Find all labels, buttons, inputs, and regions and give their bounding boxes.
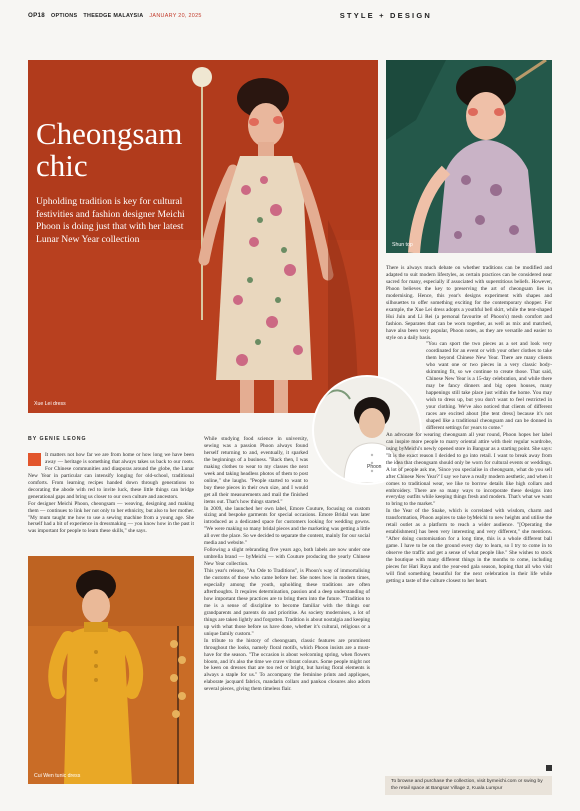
green-photo	[386, 60, 552, 253]
byline: BY GENIE LEONG	[28, 436, 87, 442]
paragraph: In 2009, she launched her own label, Emore Couture, focusing on custom sizing and bespoke garments for special occasions. Emore Bridal was later introduced as a dedicated space for customers looking for wedding gowns. "We were making so many bridal pieces and the marketing was getting a little all over the place. So we decided to separate the content, mainly for our social media and website."	[204, 505, 370, 547]
paragraph: Following a slight rebranding five years ago, both labels are now under one umbrella brand — byMeichi — with Couture producing the yearly Chinese New Year collection.	[204, 547, 370, 568]
section-title: STYLE + DESIGN	[339, 10, 432, 20]
paragraph: For designer Meichi Phoon, cheongsam — weaving, designing and making them — continues to link her not only to her ethnicity, but also to her mother. "My mum taught me how to use a sewing machine from a young age. She herself had a bit of experience in dressmaking — you know how in the past it was important for people to learn these skills," she says.	[28, 500, 194, 535]
section-name: OPTIONS	[51, 12, 78, 19]
drop-cap-marker	[28, 453, 41, 466]
headline	[36, 118, 206, 182]
hero-photo	[28, 60, 378, 413]
folio	[28, 12, 202, 19]
paragraph: There is always much debate on whether traditions can be modified and adapted to suit modern lifestyles, as certain practices can be considered near sacred for many, especially if associated with superstitious beliefs. However, Phoon believes the key to preserving the art of cheongsam lies in modernising. Hence, this year's designs experiment with shapes and silhouettes to offer something exciting for the contemporary shopper. For example, the Xue Lei dress adopts a youthful bell skirt, while the tent-shaped Hui Juin and Li Rei (a personal favourite of Phoon's) mesh comfort and fashion. Separates that can be worn together, as well as mix and matched, have also been very popular, Phoon notes, as they are versatile and easier to style on a daily basis.	[386, 265, 552, 341]
article-column-2	[204, 436, 370, 786]
headline-line-1: Cheongsam	[36, 116, 183, 151]
issue-date: JANUARY 20, 2025	[149, 12, 202, 19]
paragraph: While studying food science in university, sewing was a passion Phoon always found herself returning to and, eventually, it sparked the beginnings of a business. "Back then, I was making clothes to wear to my classes the next week and taking headless photos of them to post online," she laughs. "People started to want to buy these pieces in their own size, and I would get all their measurements and mail the finished items out. That's how things started."	[204, 436, 308, 505]
headline-line-2: chic	[36, 148, 88, 183]
model-tunic-dress-illustration	[28, 556, 194, 784]
page-header	[28, 8, 552, 22]
yellow-photo	[28, 556, 194, 784]
paragraph: An advocate for wearing cheongsam all year round, Phoon hopes her label can inspire more people to marry oriental attire with their regular wardrobe, using byMeichi's newly opened store in Bangsar as a starting point. She says: "It is the exact reason I decided to go into retail. I want to break away from the idea that cheongsam should only be worn for cultural events or weddings. A lot of people ask me, 'Since you specialise in cheongsam, what do you sell after Chinese New Year?' I say we have a really modern aesthetic, and when it comes to traditional wear, we like to borrow details like high collars and embroidery. There are so many ways to incorporate these designs into everyday outfits while keeping things fresh and modern. That's what we want to bring to the market."	[386, 431, 552, 508]
publication-name: THEEDGE MALAYSIA	[83, 12, 144, 19]
hero-photo-caption: Xue Lei dress	[34, 401, 66, 407]
paragraph: In the Year of the Snake, which is correlated with wisdom, charm and transformation, Phoon aspires to take byMeichi to new heights and utilise the retail outlet as a platform to reach a wider audience. "[Operating the establishment] has been very interesting and very different," she mentions. "After doing customisation for a long time, this is a whole different ball game. I have to be on the ground every day to learn, so I try to come in to observe the traffic and get a sense of what people like." She wishes to stock the boutique with many different things in the months to come, including pieces for Hari Raya and the year-end gala season, hoping that all who visit will find something beautiful for the next celebration in their life while getting a taste of the culture closest to her heart.	[386, 508, 552, 584]
article-column-1	[28, 436, 194, 535]
green-photo-caption: Shun top	[392, 242, 413, 248]
paragraph: It matters not how far we are from home or how long we have been away — heritage is something that always takes us back to our roots. For Chinese communities and diasporas around the globe, the Lunar New Year in particular can intensify longing for old-school, traditional comforts. From learning recipes handed down through generations to decorating the abode with red to invite luck, these little things can bridge generational gaps and bring us closer to our own culture and ancestors.	[28, 451, 194, 500]
portrait-caption: Phoon	[367, 464, 382, 470]
page-number: OP18	[28, 11, 46, 19]
paragraph: "You can sport the two pieces as a set and look very coordinated for an event or with your other clothes to take them beyond Chinese New Year. There are many clients who want one or two pieces in a very classic body-skimming fit, so we continue to create those. That said, Chinese New Year is a 15-day celebration, and while there may be fancy dinners and big open houses, many happenings still take place just within the home. You may wish to dress up, but you don't want to feel restricted in your clothing. We've also noticed that clients of different races are excited about [the tent dress] because it's not shaped like a traditional cheongsam and can be donned in different settings for years to come."	[426, 341, 552, 431]
end-of-article-mark	[546, 765, 552, 771]
model-shun-top-illustration	[386, 60, 552, 253]
purchase-info-box: To browse and purchase the collection, visit bymeichi.com or swing by the retail space at Bangsar Village 2, Kuala Lumpur	[385, 776, 552, 795]
paragraph: This year's release, "An Ode to Traditions", is Phoon's way of immortalising the customs of those who came before her. She notes how in modern times, especially among the youth, upholding these traditions are often afterthoughts. It requires determination, passion and a deep understanding of how important these practices are to bring them into the future. "Tradition to me is a sense of discipline to become familiar with the things our grandparents and parents do and prioritise. As society modernises, a lot of things are taken lightly and forgotten. Tradition is about nostalgia and keeping up with what those before us have done, whether it's cultural, religious or a unique family custom."	[204, 568, 370, 637]
paragraph: In tribute to the history of cheongsam, classic features are prominent throughout the looks, namely floral motifs, which Phoon insists are a must-have for the season. "The occasion is about welcoming spring, when flowers bloom, and it's also the time we crave vibrant colours. Some people might not be keen on dresses that are too red or bright, but having floral elements is always a staple for us." To accompany the feminine prints and appliques, elaborate jacquard fabrics, mandarin collars and pankou closures also adorn several pieces, giving them timeless flair.	[204, 637, 370, 693]
yellow-photo-caption: Cui Wen tunic dress	[34, 773, 81, 779]
standfirst: Upholding tradition is key for cultural festivities and fashion designer Meichi Phoon is doing just that with her latest Lunar New Year collection	[36, 196, 185, 245]
article-column-3	[386, 265, 552, 770]
